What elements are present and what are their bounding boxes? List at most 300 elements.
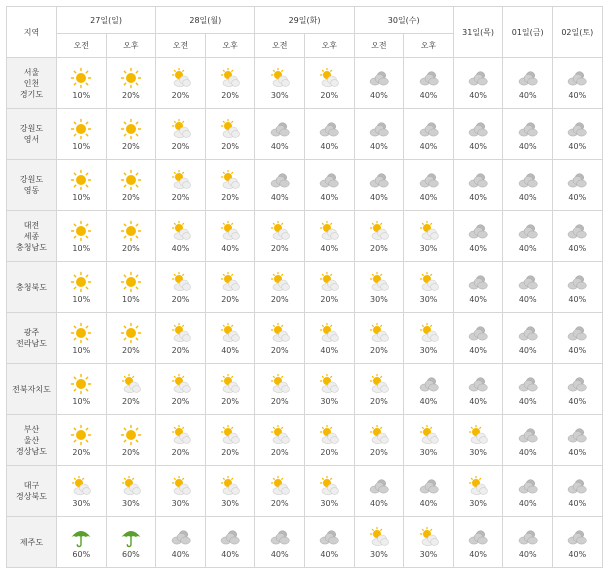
forecast-cell	[205, 313, 255, 364]
precip-chance: 20%	[270, 498, 289, 508]
cloudy-icon	[516, 169, 540, 191]
precip-chance: 40%	[568, 141, 587, 151]
cloudy-icon	[417, 475, 441, 497]
forecast-cell	[305, 364, 355, 415]
umbrella-icon	[119, 526, 143, 548]
precip-chance: 40%	[568, 243, 587, 253]
precip-chance: 40%	[568, 90, 587, 100]
precip-chance: 20%	[171, 192, 190, 202]
region-name-line: 제주도	[19, 537, 44, 547]
partly-cloudy-icon	[218, 271, 242, 293]
precip-chance: 40%	[419, 192, 438, 202]
day-header: 02일(토)	[553, 7, 603, 58]
cloudy-icon	[218, 526, 242, 548]
am-header: 오전	[156, 34, 206, 58]
day-header: 31일(목)	[453, 7, 503, 58]
region-name-line: 대구	[23, 481, 40, 490]
precip-chance: 20%	[221, 90, 239, 100]
partly-cloudy-icon	[367, 322, 391, 344]
precip-chance: 10%	[72, 141, 91, 151]
forecast-cell	[106, 364, 156, 415]
region-row	[7, 109, 603, 160]
region-row	[7, 58, 603, 109]
cloudy-icon	[516, 220, 540, 242]
forecast-cell	[453, 211, 503, 262]
pm-header: 오후	[404, 34, 454, 58]
forecast-cell	[503, 364, 553, 415]
forecast-cell	[404, 109, 454, 160]
precip-chance: 40%	[518, 345, 537, 355]
precip-chance: 20%	[270, 243, 289, 253]
precip-chance: 40%	[469, 345, 487, 355]
precip-chance: 40%	[469, 141, 487, 151]
cloudy-icon	[417, 169, 441, 191]
cloudy-icon	[466, 169, 490, 191]
precip-chance: 40%	[518, 243, 537, 253]
sun-icon	[119, 169, 143, 191]
cloudy-icon	[565, 373, 589, 395]
cloudy-icon	[317, 118, 341, 140]
forecast-cell	[205, 364, 255, 415]
forecast-cell	[503, 415, 553, 466]
precip-chance: 20%	[370, 345, 388, 355]
forecast-cell	[453, 415, 503, 466]
partly-cloudy-icon	[169, 169, 193, 191]
region-name-line: 충청북도	[16, 282, 47, 292]
am-header: 오전	[57, 34, 107, 58]
partly-cloudy-icon	[169, 322, 193, 344]
forecast-cell	[503, 109, 553, 160]
region-name	[7, 517, 57, 568]
partly-cloudy-icon	[169, 67, 193, 89]
partly-cloudy-icon	[218, 475, 242, 497]
region-name-line: 경기도	[19, 89, 44, 99]
forecast-cell	[106, 262, 156, 313]
precip-chance: 30%	[122, 498, 140, 508]
forecast-cell	[156, 364, 206, 415]
cloudy-icon	[169, 526, 193, 548]
pm-header: 오후	[205, 34, 255, 58]
forecast-cell	[404, 313, 454, 364]
region-name	[7, 58, 57, 109]
pm-header: 오후	[106, 34, 156, 58]
precip-chance: 10%	[72, 192, 91, 202]
precip-chance: 20%	[122, 243, 140, 253]
precip-chance: 40%	[568, 498, 587, 508]
precip-chance: 20%	[122, 192, 140, 202]
forecast-cell	[57, 160, 107, 211]
forecast-cell	[156, 211, 206, 262]
forecast-cell	[57, 262, 107, 313]
forecast-cell	[305, 211, 355, 262]
forecast-cell	[255, 517, 305, 568]
precip-chance: 40%	[518, 192, 537, 202]
forecast-cell	[503, 262, 553, 313]
precip-chance: 60%	[72, 549, 91, 559]
precip-chance: 40%	[320, 192, 339, 202]
forecast-cell	[553, 58, 603, 109]
forecast-cell	[503, 58, 553, 109]
precip-chance: 40%	[469, 396, 487, 406]
sun-icon	[119, 67, 143, 89]
forecast-cell	[156, 517, 206, 568]
precip-chance: 40%	[568, 549, 587, 559]
sun-icon	[69, 220, 93, 242]
partly-cloudy-icon	[367, 271, 391, 293]
precip-chance: 40%	[518, 294, 537, 304]
precip-chance: 20%	[221, 294, 239, 304]
cloudy-icon	[565, 220, 589, 242]
precip-chance: 20%	[122, 90, 140, 100]
forecast-cell	[553, 313, 603, 364]
forecast-cell	[156, 58, 206, 109]
precip-chance: 20%	[221, 141, 239, 151]
precip-chance: 10%	[72, 294, 91, 304]
sun-icon	[69, 373, 93, 395]
region-name	[7, 364, 57, 415]
partly-cloudy-icon	[218, 118, 242, 140]
cloudy-icon	[268, 526, 292, 548]
forecast-cell	[503, 517, 553, 568]
region-row	[7, 415, 603, 466]
precip-chance: 40%	[221, 243, 239, 253]
cloudy-icon	[565, 322, 589, 344]
forecast-cell	[305, 466, 355, 517]
forecast-cell	[106, 58, 156, 109]
precip-chance: 40%	[419, 498, 438, 508]
precip-chance: 20%	[171, 447, 190, 457]
forecast-cell	[255, 262, 305, 313]
partly-cloudy-icon	[367, 424, 391, 446]
precip-chance: 20%	[270, 294, 289, 304]
region-name-line: 서울	[23, 67, 40, 77]
precip-chance: 40%	[518, 396, 537, 406]
forecast-cell	[453, 262, 503, 313]
sun-icon	[69, 67, 93, 89]
forecast-cell	[553, 415, 603, 466]
forecast-cell	[354, 211, 404, 262]
precip-chance: 40%	[518, 90, 537, 100]
sun-icon	[69, 424, 93, 446]
precip-chance: 10%	[122, 294, 140, 304]
precip-chance: 40%	[469, 243, 487, 253]
forecast-cell	[503, 313, 553, 364]
cloudy-icon	[268, 169, 292, 191]
forecast-cell	[156, 313, 206, 364]
cloudy-icon	[367, 67, 391, 89]
region-name	[7, 211, 57, 262]
forecast-cell	[205, 160, 255, 211]
cloudy-icon	[565, 67, 589, 89]
forecast-cell	[255, 364, 305, 415]
precip-chance: 30%	[320, 396, 339, 406]
day-header: 01일(금)	[503, 7, 553, 58]
forecast-cell	[106, 415, 156, 466]
precip-chance: 40%	[518, 447, 537, 457]
precip-chance: 40%	[320, 141, 339, 151]
region-row	[7, 313, 603, 364]
forecast-cell	[57, 58, 107, 109]
partly-cloudy-icon	[317, 67, 341, 89]
partly-cloudy-icon	[317, 220, 341, 242]
precip-chance: 20%	[370, 243, 388, 253]
partly-cloudy-icon	[268, 67, 292, 89]
forecast-cell	[354, 466, 404, 517]
sun-icon	[119, 322, 143, 344]
precip-chance: 10%	[72, 243, 91, 253]
precip-chance: 40%	[518, 549, 537, 559]
precip-chance: 30%	[469, 447, 487, 457]
sun-icon	[69, 322, 93, 344]
region-name-line: 전라남도	[16, 339, 47, 348]
region-name-line: 전북자치도	[12, 384, 51, 394]
cloudy-icon	[516, 373, 540, 395]
precip-chance: 40%	[568, 447, 587, 457]
precip-chance: 20%	[171, 141, 190, 151]
forecast-cell	[205, 415, 255, 466]
forecast-cell	[305, 517, 355, 568]
partly-cloudy-icon	[169, 118, 193, 140]
precip-chance: 20%	[270, 447, 289, 457]
precip-chance: 20%	[171, 396, 190, 406]
precip-chance: 20%	[320, 447, 339, 457]
am-header: 오전	[255, 34, 305, 58]
precip-chance: 40%	[518, 141, 537, 151]
forecast-cell	[106, 109, 156, 160]
sun-icon	[119, 271, 143, 293]
partly-cloudy-icon	[417, 220, 441, 242]
cloudy-icon	[317, 526, 341, 548]
sun-icon	[119, 220, 143, 242]
cloudy-icon	[417, 67, 441, 89]
region-header: 지역	[7, 7, 57, 58]
forecast-cell	[156, 415, 206, 466]
forecast-cell	[553, 211, 603, 262]
forecast-cell	[404, 211, 454, 262]
forecast-cell	[453, 364, 503, 415]
forecast-cell	[156, 466, 206, 517]
partly-cloudy-icon	[218, 67, 242, 89]
region-name-line: 부산	[23, 424, 40, 434]
forecast-cell	[205, 211, 255, 262]
partly-cloudy-icon	[218, 220, 242, 242]
partly-cloudy-icon	[69, 475, 93, 497]
precip-chance: 30%	[419, 294, 438, 304]
forecast-cell	[255, 58, 305, 109]
forecast-cell	[255, 109, 305, 160]
region-name-line: 광주	[23, 328, 40, 337]
partly-cloudy-icon	[268, 475, 292, 497]
partly-cloudy-icon	[417, 271, 441, 293]
region-name-line: 경상남도	[16, 446, 47, 456]
precip-chance: 20%	[320, 90, 339, 100]
precip-chance: 40%	[320, 243, 339, 253]
weekly-forecast-table	[6, 6, 603, 568]
region-name-line: 경상북도	[16, 492, 47, 501]
region-name	[7, 415, 57, 466]
cloudy-icon	[466, 67, 490, 89]
precip-chance: 20%	[171, 294, 190, 304]
partly-cloudy-icon	[119, 475, 143, 497]
precip-chance: 20%	[370, 447, 388, 457]
partly-cloudy-icon	[268, 373, 292, 395]
forecast-cell	[305, 160, 355, 211]
cloudy-icon	[516, 475, 540, 497]
cloudy-icon	[466, 322, 490, 344]
precip-chance: 40%	[419, 141, 438, 151]
precip-chance: 20%	[122, 447, 140, 457]
forecast-cell	[404, 364, 454, 415]
precip-chance: 20%	[270, 396, 289, 406]
precip-chance: 20%	[72, 447, 91, 457]
partly-cloudy-icon	[169, 271, 193, 293]
forecast-cell	[404, 415, 454, 466]
partly-cloudy-icon	[169, 475, 193, 497]
cloudy-icon	[268, 118, 292, 140]
forecast-cell	[106, 211, 156, 262]
precip-chance: 40%	[270, 192, 289, 202]
region-row	[7, 517, 603, 568]
partly-cloudy-icon	[317, 424, 341, 446]
region-row	[7, 211, 603, 262]
cloudy-icon	[565, 475, 589, 497]
forecast-cell	[354, 415, 404, 466]
precip-chance: 10%	[72, 396, 91, 406]
partly-cloudy-icon	[218, 373, 242, 395]
forecast-cell	[106, 160, 156, 211]
precip-chance: 30%	[370, 549, 388, 559]
forecast-cell	[404, 58, 454, 109]
region-name-line: 강원도	[19, 175, 44, 184]
precip-chance: 30%	[72, 498, 91, 508]
precip-chance: 20%	[171, 345, 190, 355]
precip-chance: 20%	[122, 345, 140, 355]
region-name-line: 영동	[23, 186, 40, 195]
forecast-cell	[255, 160, 305, 211]
partly-cloudy-icon	[417, 424, 441, 446]
partly-cloudy-icon	[367, 220, 391, 242]
cloudy-icon	[466, 271, 490, 293]
region-row	[7, 262, 603, 313]
forecast-cell	[354, 109, 404, 160]
region-name-line: 대전	[23, 220, 40, 230]
region-row	[7, 364, 603, 415]
forecast-cell	[404, 466, 454, 517]
forecast-cell	[503, 160, 553, 211]
forecast-cell	[305, 109, 355, 160]
forecast-cell	[305, 415, 355, 466]
precip-chance: 20%	[370, 396, 388, 406]
precip-chance: 30%	[419, 549, 438, 559]
cloudy-icon	[466, 526, 490, 548]
precip-chance: 40%	[568, 192, 587, 202]
precip-chance: 40%	[171, 549, 190, 559]
partly-cloudy-icon	[268, 271, 292, 293]
cloudy-icon	[367, 475, 391, 497]
forecast-cell	[57, 313, 107, 364]
cloudy-icon	[565, 271, 589, 293]
forecast-cell	[354, 58, 404, 109]
forecast-cell	[354, 313, 404, 364]
forecast-body	[7, 58, 603, 568]
precip-chance: 30%	[370, 294, 388, 304]
precip-chance: 20%	[122, 396, 140, 406]
region-row	[7, 466, 603, 517]
forecast-cell	[404, 160, 454, 211]
precip-chance: 40%	[568, 396, 587, 406]
cloudy-icon	[516, 424, 540, 446]
precip-chance: 20%	[221, 396, 239, 406]
precip-chance: 20%	[221, 447, 239, 457]
sun-icon	[69, 169, 93, 191]
partly-cloudy-icon	[367, 373, 391, 395]
forecast-cell	[553, 517, 603, 568]
day-header: 27일(일)	[57, 7, 156, 34]
cloudy-icon	[565, 118, 589, 140]
forecast-cell	[255, 415, 305, 466]
cloudy-icon	[367, 169, 391, 191]
forecast-cell	[57, 466, 107, 517]
precip-chance: 30%	[469, 498, 487, 508]
forecast-cell	[553, 466, 603, 517]
header-row-days	[7, 7, 603, 34]
precip-chance: 40%	[568, 294, 587, 304]
sun-icon	[69, 271, 93, 293]
precip-chance: 40%	[370, 141, 388, 151]
region-name-line: 울산	[23, 435, 40, 445]
precip-chance: 40%	[419, 90, 438, 100]
umbrella-icon	[69, 526, 93, 548]
cloudy-icon	[466, 220, 490, 242]
cloudy-icon	[417, 373, 441, 395]
forecast-cell	[553, 364, 603, 415]
cloudy-icon	[565, 526, 589, 548]
region-row	[7, 160, 603, 211]
forecast-cell	[205, 466, 255, 517]
forecast-cell	[156, 262, 206, 313]
precip-chance: 40%	[568, 345, 587, 355]
precip-chance: 40%	[518, 498, 537, 508]
precip-chance: 40%	[221, 345, 239, 355]
precip-chance: 40%	[370, 192, 388, 202]
forecast-cell	[553, 160, 603, 211]
precip-chance: 40%	[370, 498, 388, 508]
day-header: 28일(월)	[156, 7, 255, 34]
cloudy-icon	[516, 118, 540, 140]
forecast-cell	[205, 262, 255, 313]
forecast-cell	[453, 109, 503, 160]
partly-cloudy-icon	[218, 169, 242, 191]
cloudy-icon	[466, 373, 490, 395]
partly-cloudy-icon	[268, 220, 292, 242]
cloudy-icon	[516, 526, 540, 548]
region-name	[7, 262, 57, 313]
forecast-cell	[255, 313, 305, 364]
forecast-cell	[453, 517, 503, 568]
cloudy-icon	[367, 118, 391, 140]
forecast-cell	[354, 160, 404, 211]
partly-cloudy-icon	[218, 424, 242, 446]
partly-cloudy-icon	[317, 373, 341, 395]
forecast-cell	[354, 517, 404, 568]
sun-icon	[119, 424, 143, 446]
forecast-cell	[106, 313, 156, 364]
precip-chance: 60%	[122, 549, 140, 559]
cloudy-icon	[565, 424, 589, 446]
cloudy-icon	[516, 322, 540, 344]
precip-chance: 30%	[419, 243, 438, 253]
forecast-panel	[6, 6, 602, 568]
